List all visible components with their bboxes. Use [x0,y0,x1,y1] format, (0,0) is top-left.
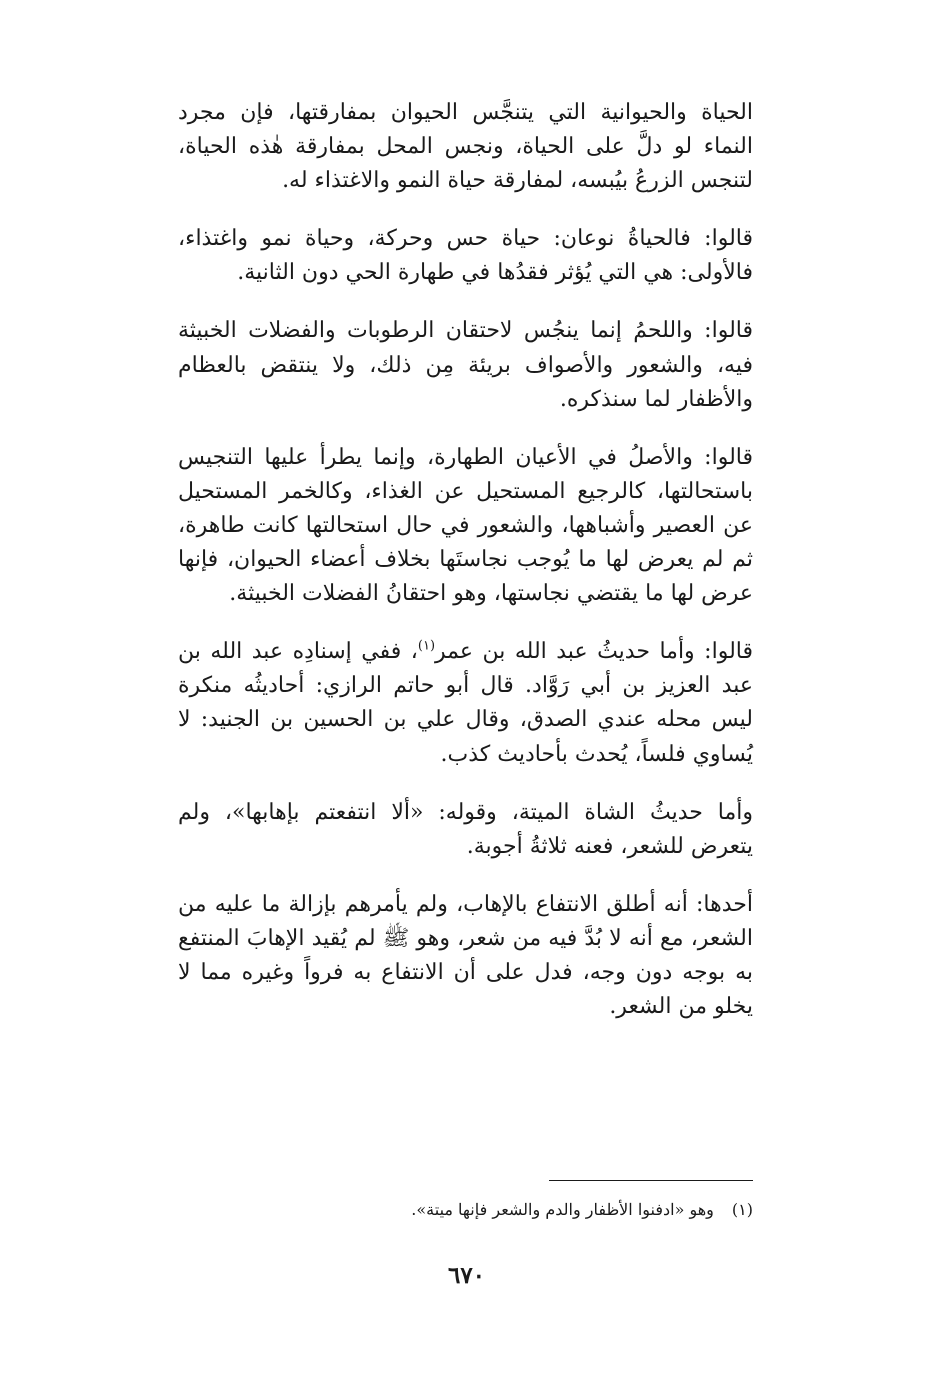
footnote [178,1199,753,1221]
page-number: ٦٧٠ [447,1262,486,1289]
paragraph-4: قالوا: والأصلُ في الأعيان الطهارة، وإنما يطرأ عليها التنجيس باستحالتها، كالرجيع المستحيل عن الغذاء، وكالخمر المستحيل عن العصير وأشباهها، والشعور في حال استحالتها كانت طاهرة، ثم لم يعرض لها ما يُوجب نجاستَها بخلاف أعضاء الحيوان، فإنها عرض لها ما يقتضي نجاستها، وهو احتقانُ الفضلات الخبيثة. [178,444,753,607]
page-body [178,96,753,1024]
footnote-reference[interactable]: (١) [417,638,436,654]
paragraph-7: أحدها: أنه أطلق الانتفاع بالإهاب، ولم يأمرهم بإزالة ما عليه من الشعر، مع أنه لا بُدَّ فيه من شعر، وهو ﷺ لم يُقيد الإهابَ المنتفع به بوجه دون وجه، فدل على أن الانتفاع به فرواً وغيره مما لا يخلو من الشعر. [178,891,753,1020]
paragraph-3: قالوا: واللحمُ إنما ينجُس لاحتقان الرطوبات والفضلات الخبيثة فيه، والشعور والأصواف بريئة مِن ذلك، ولا ينتقض بالعظام والأظفار لما سنذكره. [178,318,753,412]
paragraph-1: الحياة والحيوانية التي يتنجَّس الحيوان بمفارقتها، فإن مجرد النماء لو دلَّ على الحياة، ونجس المحل بمفارقة هٰذه الحياة، لتنجس الزرعُ بيُبسه، لمفارقة حياة النمو والاغتذاء له. [178,100,753,194]
paragraph-2: قالوا: فالحياةُ نوعان: حياة حس وحركة، وحياة نمو واغتذاء، فالأولى: هي التي يُؤثر فقدُها في طهارة الحي دون الثانية. [178,226,753,286]
paragraph-5-before-ref: قالوا: وأما حديثُ عبد الله بن عمر [435,639,753,665]
footnote-number: (١) [731,1200,753,1219]
footnote-separator [549,1180,753,1181]
paragraph-6: وأما حديثُ الشاة الميتة، وقوله: «ألا انتفعتم بإهابها»، ولم يتعرض للشعر، فعنه ثلاثةُ أجوبة. [178,799,753,859]
footnote-text: وهو «ادفنوا الأظفار والدم والشعر فإنها ميتة». [411,1200,714,1219]
paragraph-5 [178,635,753,771]
paragraph-5-after-ref: ، ففي إسنادِه عبد الله بن عبد العزيز بن أبي رَوَّاد. قال أبو حاتم الرازي: أحاديثُه منكرة ليس محله عندي الصدق، وقال علي بن الحسين بن الجنيد: لا يُساوي فلساً، يُحدث بأحاديث كذب. [178,639,753,767]
